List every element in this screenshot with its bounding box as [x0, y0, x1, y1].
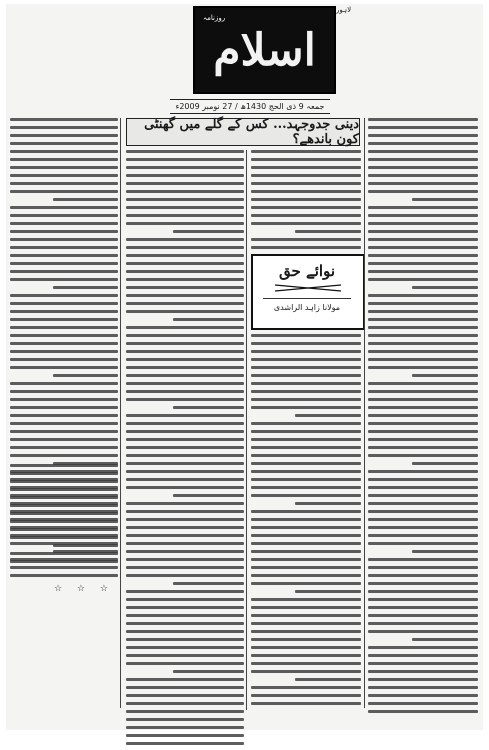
text-line [126, 358, 244, 361]
text-line [251, 390, 361, 393]
text-line [10, 512, 118, 515]
text-line [126, 662, 244, 665]
column-author: مولانا زاہد الراشدی [263, 298, 351, 312]
text-line [251, 686, 361, 689]
text-line [368, 182, 478, 185]
text-line [126, 238, 244, 241]
text-line [10, 334, 118, 337]
text-line [251, 614, 361, 617]
text-line [412, 374, 478, 377]
text-line [10, 520, 118, 523]
column-divider [364, 118, 365, 708]
text-line [251, 182, 361, 185]
text-line [368, 214, 478, 217]
text-line [10, 496, 118, 499]
text-line [368, 702, 478, 705]
text-line [251, 526, 361, 529]
text-line [10, 214, 118, 217]
text-line [368, 246, 478, 249]
text-line [412, 286, 478, 289]
text-line [368, 470, 478, 473]
text-line [126, 414, 244, 417]
text-line [368, 190, 478, 193]
text-line [295, 230, 361, 233]
text-line [126, 190, 244, 193]
text-line [251, 702, 361, 705]
text-line [10, 454, 118, 457]
text-line [126, 350, 244, 353]
text-line [126, 654, 244, 657]
text-line [295, 590, 361, 593]
text-line [251, 598, 361, 601]
text-line [368, 414, 478, 417]
newspaper-clipping [6, 4, 483, 730]
column-title: نوائے حق [278, 262, 336, 280]
text-line [295, 414, 361, 417]
text-line [126, 550, 244, 553]
text-line [368, 606, 478, 609]
text-line [368, 142, 478, 145]
text-line [251, 518, 361, 521]
text-line [251, 166, 361, 169]
headline: دینی جدوجہد... کس کے گلے میں گھنٹی کون باندھے؟ [126, 118, 360, 146]
text-line [251, 566, 361, 569]
text-line [251, 454, 361, 457]
text-line [10, 342, 118, 345]
text-line [368, 126, 478, 129]
text-line [251, 174, 361, 177]
text-line [126, 630, 244, 633]
text-line [368, 630, 478, 633]
text-line [126, 454, 244, 457]
text-line [10, 310, 118, 313]
text-line [368, 174, 478, 177]
text-line [10, 446, 118, 449]
text-line [10, 270, 118, 273]
text-line [126, 246, 244, 249]
text-line [10, 406, 118, 409]
text-line [173, 230, 244, 233]
text-line [368, 566, 478, 569]
text-line [251, 670, 361, 673]
text-line [368, 342, 478, 345]
text-line [251, 654, 361, 657]
text-line [368, 326, 478, 329]
text-line [251, 350, 361, 353]
text-line [126, 398, 244, 401]
text-line [10, 278, 118, 281]
text-line [368, 302, 478, 305]
text-line [251, 462, 361, 465]
text-line [10, 326, 118, 329]
text-line [10, 158, 118, 161]
text-line [10, 536, 118, 539]
text-line [251, 158, 361, 161]
text-line [251, 478, 361, 481]
text-line [126, 534, 244, 537]
text-line [368, 686, 478, 689]
text-line [368, 662, 478, 665]
text-line [251, 206, 361, 209]
text-line [251, 358, 361, 361]
text-line [251, 214, 361, 217]
column-mid-left [126, 150, 244, 750]
text-line [173, 582, 244, 585]
text-line [368, 406, 478, 409]
text-line [10, 480, 118, 483]
text-line [368, 510, 478, 513]
text-line [10, 430, 118, 433]
text-line [126, 150, 244, 153]
text-line [126, 502, 244, 505]
text-line [251, 494, 361, 497]
text-line [10, 422, 118, 425]
text-line [368, 446, 478, 449]
text-line [368, 390, 478, 393]
text-line [10, 206, 118, 209]
text-line [368, 486, 478, 489]
column-mid-right-bottom [251, 334, 361, 714]
text-line [126, 478, 244, 481]
column-right [368, 118, 478, 718]
text-line [126, 430, 244, 433]
text-line [10, 358, 118, 361]
text-line [251, 382, 361, 385]
text-line [173, 494, 244, 497]
text-line [126, 166, 244, 169]
text-line [368, 134, 478, 137]
text-line [10, 382, 118, 385]
column-divider [246, 150, 247, 710]
text-line [368, 614, 478, 617]
text-line [368, 334, 478, 337]
text-line [10, 464, 118, 467]
text-line [368, 694, 478, 697]
text-line [10, 230, 118, 233]
text-line [10, 488, 118, 491]
text-line [368, 366, 478, 369]
text-line [126, 718, 244, 721]
text-line [251, 470, 361, 473]
text-line [368, 350, 478, 353]
text-line [412, 550, 478, 553]
text-line [10, 528, 118, 531]
text-line [368, 590, 478, 593]
text-line [368, 382, 478, 385]
text-line [368, 678, 478, 681]
text-line [10, 134, 118, 137]
text-line [126, 510, 244, 513]
text-line [251, 150, 361, 153]
text-line [368, 518, 478, 521]
text-line [368, 310, 478, 313]
text-line [368, 254, 478, 257]
text-line [126, 526, 244, 529]
text-line [251, 334, 361, 337]
text-line [251, 190, 361, 193]
text-line [251, 694, 361, 697]
text-line [10, 174, 118, 177]
text-line [251, 406, 361, 409]
text-line [126, 678, 244, 681]
text-line [10, 302, 118, 305]
text-line [368, 502, 478, 505]
text-line [251, 438, 361, 441]
text-line [126, 558, 244, 561]
text-line [368, 150, 478, 153]
text-line [368, 598, 478, 601]
text-line [10, 142, 118, 145]
masthead [193, 6, 336, 94]
text-line [126, 278, 244, 281]
text-line [251, 646, 361, 649]
text-line [251, 622, 361, 625]
text-line [126, 462, 244, 465]
text-line [126, 438, 244, 441]
text-line [368, 558, 478, 561]
text-line [368, 278, 478, 281]
text-line [10, 118, 118, 121]
text-line [126, 206, 244, 209]
text-line [368, 438, 478, 441]
text-line [368, 574, 478, 577]
text-line [10, 294, 118, 297]
text-line [412, 198, 478, 201]
text-line [53, 198, 118, 201]
text-line [10, 504, 118, 507]
text-line [126, 614, 244, 617]
text-line [251, 430, 361, 433]
text-line [126, 622, 244, 625]
text-line [10, 472, 118, 475]
text-line [10, 150, 118, 153]
text-line [251, 574, 361, 577]
text-line [368, 166, 478, 169]
masthead-tag: روزنامہ [203, 14, 226, 22]
text-line [10, 318, 118, 321]
text-line [251, 366, 361, 369]
crossed-swords-icon [273, 284, 343, 292]
text-line [126, 686, 244, 689]
text-line [368, 454, 478, 457]
text-line [10, 190, 118, 193]
text-line [10, 166, 118, 169]
text-line [10, 414, 118, 417]
text-line [53, 544, 118, 547]
text-line [126, 254, 244, 257]
text-line [251, 486, 361, 489]
text-line [251, 398, 361, 401]
text-line [126, 174, 244, 177]
text-line [251, 638, 361, 641]
column-left-bottom [10, 464, 118, 574]
text-line [126, 638, 244, 641]
text-line [251, 222, 361, 225]
dateline: جمعہ 9 ذی الحج 1430ھ / 27 نومبر 2009ء [170, 99, 330, 114]
text-line [173, 406, 244, 409]
text-line [368, 270, 478, 273]
text-line [251, 630, 361, 633]
text-line [368, 262, 478, 265]
text-line [126, 734, 244, 737]
text-line [10, 574, 118, 577]
text-line [126, 486, 244, 489]
text-line [126, 294, 244, 297]
text-line [251, 558, 361, 561]
text-line [368, 478, 478, 481]
text-line [10, 438, 118, 441]
text-line [368, 158, 478, 161]
text-line [126, 334, 244, 337]
text-line [368, 534, 478, 537]
text-line [126, 374, 244, 377]
text-line [251, 606, 361, 609]
text-line [368, 230, 478, 233]
text-line [126, 726, 244, 729]
text-line [126, 270, 244, 273]
text-line [126, 366, 244, 369]
text-line [53, 374, 118, 377]
text-line [126, 286, 244, 289]
text-line [126, 390, 244, 393]
text-line [126, 702, 244, 705]
text-line [126, 158, 244, 161]
text-line [126, 742, 244, 745]
text-line [10, 126, 118, 129]
text-line [368, 526, 478, 529]
text-line [10, 246, 118, 249]
text-line [368, 294, 478, 297]
masthead-title: اسلام [213, 24, 316, 76]
column-logo-box [251, 254, 365, 330]
text-line [10, 366, 118, 369]
text-line [126, 646, 244, 649]
text-line [126, 302, 244, 305]
section-ornament: ☆ ☆ ☆ [54, 584, 114, 594]
text-line [368, 206, 478, 209]
text-line [368, 118, 478, 121]
text-line [126, 326, 244, 329]
text-line [368, 430, 478, 433]
text-line [126, 422, 244, 425]
text-line [10, 222, 118, 225]
text-line [368, 710, 478, 713]
text-line [10, 390, 118, 393]
text-line [368, 654, 478, 657]
text-line [251, 542, 361, 545]
text-line [368, 398, 478, 401]
text-line [251, 550, 361, 553]
text-line [126, 222, 244, 225]
text-line [251, 198, 361, 201]
text-line [126, 198, 244, 201]
text-line [126, 262, 244, 265]
text-line [368, 670, 478, 673]
text-line [251, 510, 361, 513]
text-line [368, 582, 478, 585]
text-line [251, 246, 361, 249]
text-line [368, 646, 478, 649]
text-line [126, 518, 244, 521]
text-line [10, 238, 118, 241]
text-line [10, 560, 118, 563]
city-label: لاہور [336, 6, 352, 14]
text-line [412, 638, 478, 641]
text-line [126, 542, 244, 545]
text-line [126, 710, 244, 713]
text-line [126, 470, 244, 473]
text-line [368, 542, 478, 545]
text-line [126, 694, 244, 697]
column-divider [120, 118, 121, 708]
text-line [368, 222, 478, 225]
text-line [251, 374, 361, 377]
text-line [251, 446, 361, 449]
text-line [10, 552, 118, 555]
text-line [368, 358, 478, 361]
text-line [251, 422, 361, 425]
text-line [10, 262, 118, 265]
text-line [295, 502, 361, 505]
text-line [368, 622, 478, 625]
text-line [368, 318, 478, 321]
text-line [126, 606, 244, 609]
text-line [126, 382, 244, 385]
text-line [10, 254, 118, 257]
text-line [368, 494, 478, 497]
text-line [173, 670, 244, 673]
text-line [126, 310, 244, 313]
text-line [251, 534, 361, 537]
text-line [10, 182, 118, 185]
text-line [251, 662, 361, 665]
text-line [126, 214, 244, 217]
text-line [126, 566, 244, 569]
text-line [251, 342, 361, 345]
text-line [10, 398, 118, 401]
text-line [368, 422, 478, 425]
text-line [295, 678, 361, 681]
text-line [126, 598, 244, 601]
text-line [412, 462, 478, 465]
text-line [251, 238, 361, 241]
text-line [126, 590, 244, 593]
text-line [126, 342, 244, 345]
text-line [173, 318, 244, 321]
text-line [126, 182, 244, 185]
text-line [251, 582, 361, 585]
text-line [126, 574, 244, 577]
text-line [10, 350, 118, 353]
text-line [126, 446, 244, 449]
text-line [368, 238, 478, 241]
text-line [53, 286, 118, 289]
